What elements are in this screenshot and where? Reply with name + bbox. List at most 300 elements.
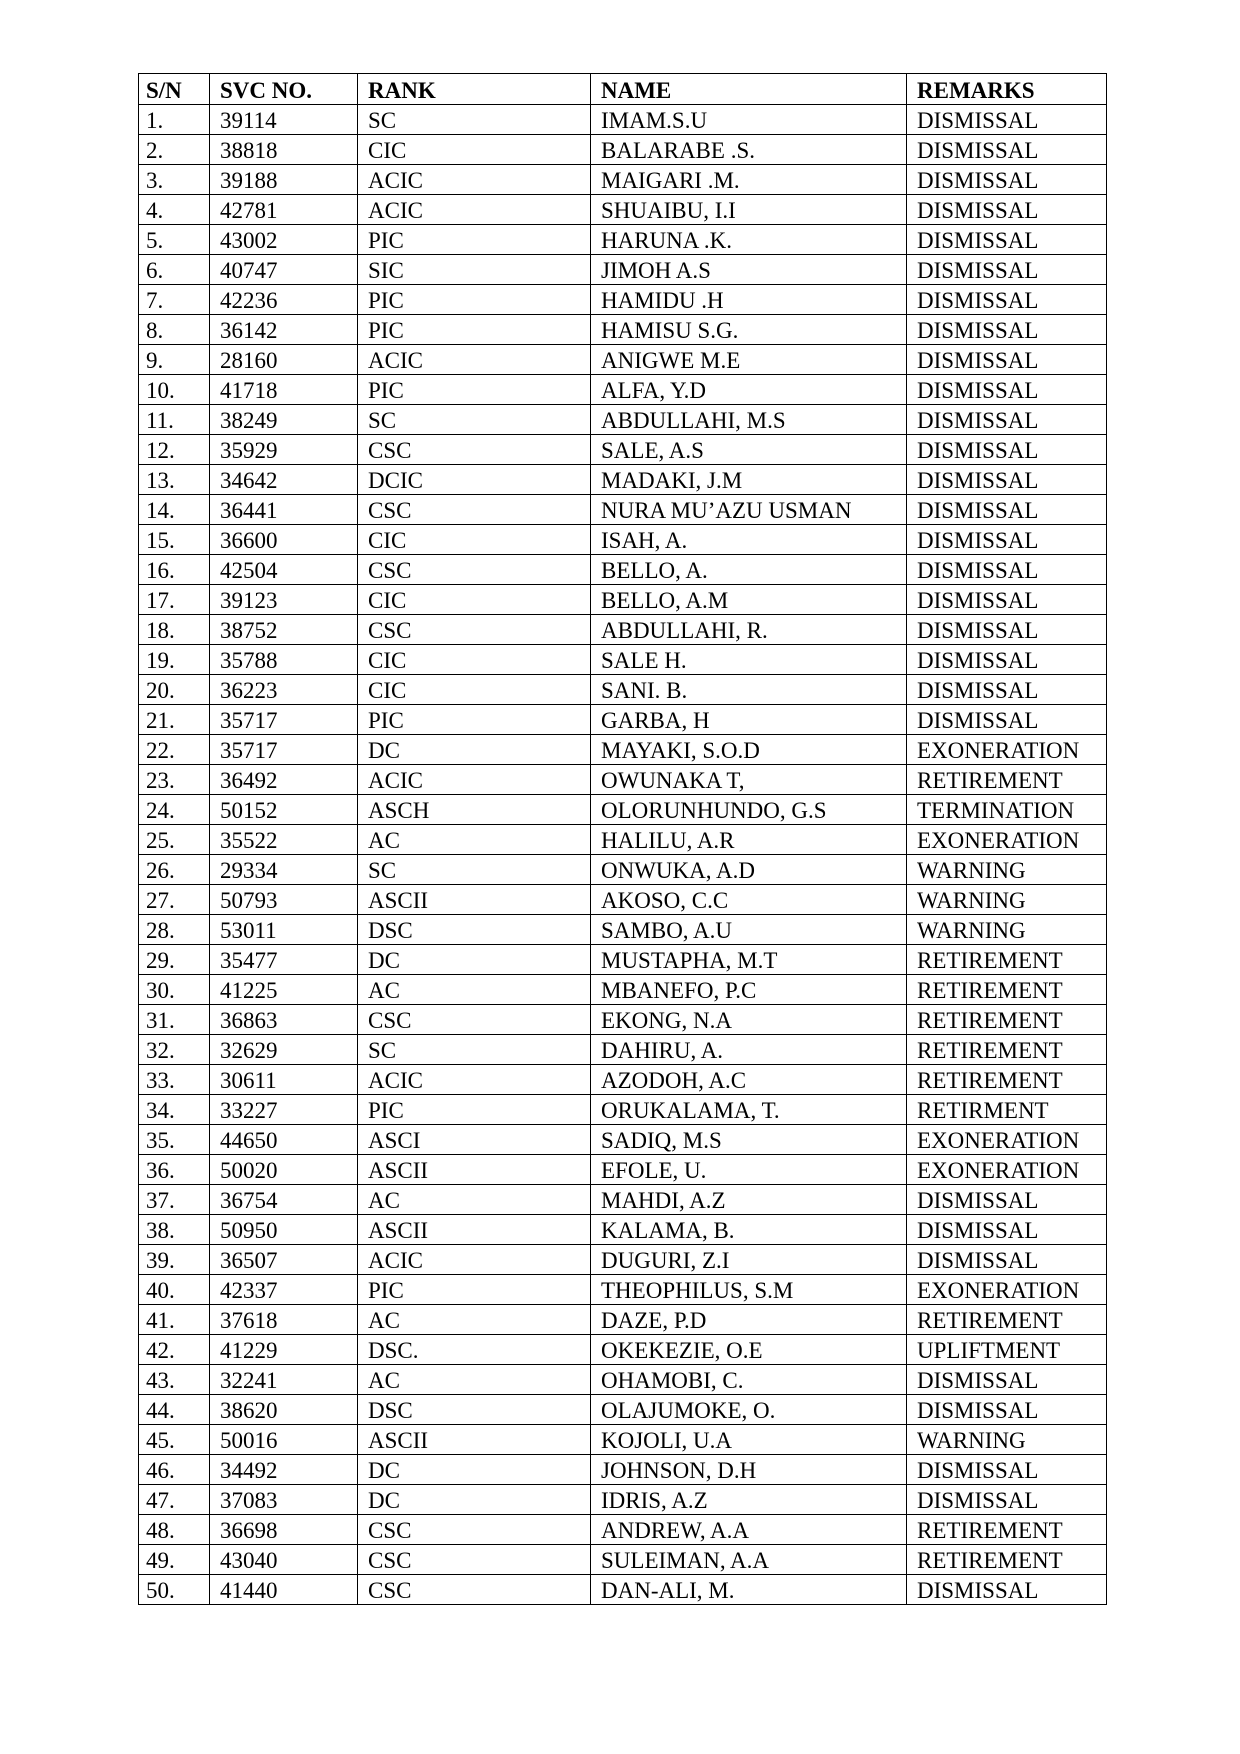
cell-sn: 26. bbox=[139, 855, 210, 885]
table-row bbox=[139, 615, 1107, 645]
cell-remarks: DISMISSAL bbox=[907, 1575, 1107, 1605]
cell-remarks: RETIREMENT bbox=[907, 1545, 1107, 1575]
cell-sn: 1. bbox=[139, 105, 210, 135]
cell-sn: 33. bbox=[139, 1065, 210, 1095]
cell-sn: 31. bbox=[139, 1005, 210, 1035]
cell-sn: 41. bbox=[139, 1305, 210, 1335]
cell-sn: 6. bbox=[139, 255, 210, 285]
cell-svc-no: 36223 bbox=[210, 675, 358, 705]
cell-remarks: DISMISSAL bbox=[907, 1455, 1107, 1485]
table-row bbox=[139, 105, 1107, 135]
cell-name: KALAMA, B. bbox=[591, 1215, 907, 1245]
cell-remarks: DISMISSAL bbox=[907, 255, 1107, 285]
cell-remarks: DISMISSAL bbox=[907, 1395, 1107, 1425]
cell-svc-no: 33227 bbox=[210, 1095, 358, 1125]
cell-remarks: DISMISSAL bbox=[907, 165, 1107, 195]
cell-svc-no: 35929 bbox=[210, 435, 358, 465]
cell-remarks: DISMISSAL bbox=[907, 285, 1107, 315]
cell-svc-no: 34492 bbox=[210, 1455, 358, 1485]
cell-svc-no: 36441 bbox=[210, 495, 358, 525]
cell-svc-no: 38818 bbox=[210, 135, 358, 165]
cell-sn: 35. bbox=[139, 1125, 210, 1155]
table-row bbox=[139, 405, 1107, 435]
cell-svc-no: 41229 bbox=[210, 1335, 358, 1365]
cell-remarks: DISMISSAL bbox=[907, 195, 1107, 225]
cell-name: DUGURI, Z.I bbox=[591, 1245, 907, 1275]
cell-svc-no: 36754 bbox=[210, 1185, 358, 1215]
cell-remarks: DISMISSAL bbox=[907, 585, 1107, 615]
table-row bbox=[139, 1395, 1107, 1425]
cell-rank: PIC bbox=[358, 315, 591, 345]
cell-remarks: DISMISSAL bbox=[907, 705, 1107, 735]
cell-sn: 29. bbox=[139, 945, 210, 975]
cell-rank: SIC bbox=[358, 255, 591, 285]
cell-svc-no: 50950 bbox=[210, 1215, 358, 1245]
header-sn: S/N bbox=[139, 74, 210, 105]
cell-rank: CIC bbox=[358, 585, 591, 615]
cell-name: MUSTAPHA, M.T bbox=[591, 945, 907, 975]
cell-name: EFOLE, U. bbox=[591, 1155, 907, 1185]
cell-rank: CSC bbox=[358, 1575, 591, 1605]
cell-name: THEOPHILUS, S.M bbox=[591, 1275, 907, 1305]
cell-sn: 42. bbox=[139, 1335, 210, 1365]
cell-rank: CSC bbox=[358, 435, 591, 465]
cell-svc-no: 29334 bbox=[210, 855, 358, 885]
cell-rank: ASCII bbox=[358, 1215, 591, 1245]
table-row bbox=[139, 1515, 1107, 1545]
cell-sn: 22. bbox=[139, 735, 210, 765]
cell-remarks: DISMISSAL bbox=[907, 375, 1107, 405]
cell-svc-no: 50016 bbox=[210, 1425, 358, 1455]
cell-name: GARBA, H bbox=[591, 705, 907, 735]
cell-name: SULEIMAN, A.A bbox=[591, 1545, 907, 1575]
cell-rank: PIC bbox=[358, 375, 591, 405]
cell-svc-no: 28160 bbox=[210, 345, 358, 375]
cell-svc-no: 35522 bbox=[210, 825, 358, 855]
cell-sn: 4. bbox=[139, 195, 210, 225]
cell-svc-no: 36507 bbox=[210, 1245, 358, 1275]
table-row bbox=[139, 315, 1107, 345]
cell-rank: CIC bbox=[358, 645, 591, 675]
cell-rank: CSC bbox=[358, 615, 591, 645]
cell-name: ONWUKA, A.D bbox=[591, 855, 907, 885]
cell-sn: 28. bbox=[139, 915, 210, 945]
cell-rank: CSC bbox=[358, 555, 591, 585]
cell-name: ABDULLAHI, M.S bbox=[591, 405, 907, 435]
cell-name: MAHDI, A.Z bbox=[591, 1185, 907, 1215]
header-remarks: REMARKS bbox=[907, 74, 1107, 105]
cell-rank: ASCII bbox=[358, 1155, 591, 1185]
cell-remarks: RETIREMENT bbox=[907, 1065, 1107, 1095]
cell-name: HAMIDU .H bbox=[591, 285, 907, 315]
cell-sn: 11. bbox=[139, 405, 210, 435]
cell-remarks: WARNING bbox=[907, 855, 1107, 885]
cell-remarks: RETIREMENT bbox=[907, 765, 1107, 795]
cell-svc-no: 32629 bbox=[210, 1035, 358, 1065]
cell-rank: DCIC bbox=[358, 465, 591, 495]
cell-svc-no: 42504 bbox=[210, 555, 358, 585]
cell-remarks: RETIREMENT bbox=[907, 1515, 1107, 1545]
cell-name: IDRIS, A.Z bbox=[591, 1485, 907, 1515]
cell-svc-no: 36600 bbox=[210, 525, 358, 555]
cell-sn: 32. bbox=[139, 1035, 210, 1065]
cell-remarks: DISMISSAL bbox=[907, 405, 1107, 435]
cell-name: EKONG, N.A bbox=[591, 1005, 907, 1035]
cell-rank: ASCII bbox=[358, 1425, 591, 1455]
cell-svc-no: 39114 bbox=[210, 105, 358, 135]
cell-name: BALARABE .S. bbox=[591, 135, 907, 165]
cell-name: ABDULLAHI, R. bbox=[591, 615, 907, 645]
table-row bbox=[139, 1335, 1107, 1365]
cell-sn: 39. bbox=[139, 1245, 210, 1275]
cell-sn: 21. bbox=[139, 705, 210, 735]
cell-remarks: EXONERATION bbox=[907, 1275, 1107, 1305]
table-row bbox=[139, 915, 1107, 945]
cell-remarks: DISMISSAL bbox=[907, 1185, 1107, 1215]
cell-rank: AC bbox=[358, 825, 591, 855]
cell-sn: 38. bbox=[139, 1215, 210, 1245]
cell-rank: DC bbox=[358, 735, 591, 765]
table-row bbox=[139, 1575, 1107, 1605]
cell-name: ANDREW, A.A bbox=[591, 1515, 907, 1545]
cell-sn: 19. bbox=[139, 645, 210, 675]
cell-remarks: DISMISSAL bbox=[907, 615, 1107, 645]
cell-sn: 13. bbox=[139, 465, 210, 495]
cell-rank: DC bbox=[358, 1485, 591, 1515]
table-row bbox=[139, 285, 1107, 315]
cell-sn: 46. bbox=[139, 1455, 210, 1485]
table-row bbox=[139, 1215, 1107, 1245]
cell-rank: CSC bbox=[358, 1515, 591, 1545]
cell-remarks: DISMISSAL bbox=[907, 525, 1107, 555]
cell-sn: 9. bbox=[139, 345, 210, 375]
cell-sn: 44. bbox=[139, 1395, 210, 1425]
cell-name: HARUNA .K. bbox=[591, 225, 907, 255]
cell-name: DAZE, P.D bbox=[591, 1305, 907, 1335]
cell-name: SALE, A.S bbox=[591, 435, 907, 465]
cell-svc-no: 38620 bbox=[210, 1395, 358, 1425]
table-row bbox=[139, 555, 1107, 585]
cell-remarks: EXONERATION bbox=[907, 825, 1107, 855]
cell-remarks: DISMISSAL bbox=[907, 495, 1107, 525]
cell-svc-no: 53011 bbox=[210, 915, 358, 945]
cell-name: NURA MU’AZU USMAN bbox=[591, 495, 907, 525]
cell-svc-no: 36698 bbox=[210, 1515, 358, 1545]
cell-remarks: DISMISSAL bbox=[907, 555, 1107, 585]
cell-name: DAN-ALI, M. bbox=[591, 1575, 907, 1605]
table-header bbox=[139, 74, 1107, 105]
table-row bbox=[139, 1485, 1107, 1515]
cell-svc-no: 37083 bbox=[210, 1485, 358, 1515]
cell-remarks: RETIREMENT bbox=[907, 1305, 1107, 1335]
cell-name: JOHNSON, D.H bbox=[591, 1455, 907, 1485]
cell-rank: AC bbox=[358, 1305, 591, 1335]
cell-svc-no: 38249 bbox=[210, 405, 358, 435]
cell-rank: DSC bbox=[358, 915, 591, 945]
cell-sn: 5. bbox=[139, 225, 210, 255]
cell-sn: 10. bbox=[139, 375, 210, 405]
cell-rank: SC bbox=[358, 1035, 591, 1065]
cell-sn: 12. bbox=[139, 435, 210, 465]
cell-name: BELLO, A.M bbox=[591, 585, 907, 615]
cell-remarks: UPLIFTMENT bbox=[907, 1335, 1107, 1365]
cell-sn: 30. bbox=[139, 975, 210, 1005]
table-row bbox=[139, 135, 1107, 165]
cell-sn: 40. bbox=[139, 1275, 210, 1305]
table-row bbox=[139, 495, 1107, 525]
cell-name: OWUNAKA T, bbox=[591, 765, 907, 795]
table-row bbox=[139, 1425, 1107, 1455]
table-row bbox=[139, 1305, 1107, 1335]
cell-rank: DSC bbox=[358, 1395, 591, 1425]
table-row bbox=[139, 975, 1107, 1005]
header-svc-no: SVC NO. bbox=[210, 74, 358, 105]
cell-name: SANI. B. bbox=[591, 675, 907, 705]
cell-sn: 25. bbox=[139, 825, 210, 855]
cell-svc-no: 35717 bbox=[210, 735, 358, 765]
cell-rank: PIC bbox=[358, 705, 591, 735]
table-row bbox=[139, 255, 1107, 285]
cell-svc-no: 35477 bbox=[210, 945, 358, 975]
cell-svc-no: 35717 bbox=[210, 705, 358, 735]
cell-name: KOJOLI, U.A bbox=[591, 1425, 907, 1455]
cell-sn: 50. bbox=[139, 1575, 210, 1605]
cell-name: AZODOH, A.C bbox=[591, 1065, 907, 1095]
cell-remarks: DISMISSAL bbox=[907, 435, 1107, 465]
cell-sn: 24. bbox=[139, 795, 210, 825]
table-row bbox=[139, 1245, 1107, 1275]
header-row bbox=[139, 74, 1107, 105]
cell-rank: AC bbox=[358, 1185, 591, 1215]
cell-remarks: WARNING bbox=[907, 885, 1107, 915]
cell-name: OLORUNHUNDO, G.S bbox=[591, 795, 907, 825]
table-row bbox=[139, 705, 1107, 735]
cell-svc-no: 43002 bbox=[210, 225, 358, 255]
cell-name: HAMISU S.G. bbox=[591, 315, 907, 345]
cell-sn: 17. bbox=[139, 585, 210, 615]
cell-svc-no: 30611 bbox=[210, 1065, 358, 1095]
cell-sn: 8. bbox=[139, 315, 210, 345]
table-row bbox=[139, 1545, 1107, 1575]
table-row bbox=[139, 525, 1107, 555]
cell-name: OLAJUMOKE, O. bbox=[591, 1395, 907, 1425]
cell-svc-no: 32241 bbox=[210, 1365, 358, 1395]
cell-rank: CIC bbox=[358, 135, 591, 165]
cell-svc-no: 34642 bbox=[210, 465, 358, 495]
cell-rank: ACIC bbox=[358, 165, 591, 195]
cell-rank: ASCI bbox=[358, 1125, 591, 1155]
table-row bbox=[139, 735, 1107, 765]
table-row bbox=[139, 1365, 1107, 1395]
cell-rank: CSC bbox=[358, 495, 591, 525]
cell-name: DAHIRU, A. bbox=[591, 1035, 907, 1065]
cell-svc-no: 38752 bbox=[210, 615, 358, 645]
table-body bbox=[139, 105, 1107, 1605]
cell-name: MAYAKI, S.O.D bbox=[591, 735, 907, 765]
table-row bbox=[139, 435, 1107, 465]
cell-sn: 45. bbox=[139, 1425, 210, 1455]
cell-rank: ACIC bbox=[358, 1065, 591, 1095]
cell-svc-no: 43040 bbox=[210, 1545, 358, 1575]
cell-sn: 16. bbox=[139, 555, 210, 585]
table-row bbox=[139, 1455, 1107, 1485]
cell-rank: CSC bbox=[358, 1545, 591, 1575]
cell-remarks: DISMISSAL bbox=[907, 135, 1107, 165]
cell-rank: AC bbox=[358, 1365, 591, 1395]
cell-name: OHAMOBI, C. bbox=[591, 1365, 907, 1395]
table-row bbox=[139, 195, 1107, 225]
table-row bbox=[139, 675, 1107, 705]
table-row bbox=[139, 585, 1107, 615]
cell-name: SADIQ, M.S bbox=[591, 1125, 907, 1155]
table-row bbox=[139, 1155, 1107, 1185]
cell-remarks: DISMISSAL bbox=[907, 1485, 1107, 1515]
cell-svc-no: 41440 bbox=[210, 1575, 358, 1605]
cell-sn: 36. bbox=[139, 1155, 210, 1185]
cell-sn: 2. bbox=[139, 135, 210, 165]
cell-name: SALE H. bbox=[591, 645, 907, 675]
cell-name: OKEKEZIE, O.E bbox=[591, 1335, 907, 1365]
cell-name: AKOSO, C.C bbox=[591, 885, 907, 915]
cell-name: SHUAIBU, I.I bbox=[591, 195, 907, 225]
cell-remarks: WARNING bbox=[907, 1425, 1107, 1455]
cell-name: IMAM.S.U bbox=[591, 105, 907, 135]
table-row bbox=[139, 1095, 1107, 1125]
table-row bbox=[139, 645, 1107, 675]
cell-svc-no: 44650 bbox=[210, 1125, 358, 1155]
cell-svc-no: 39188 bbox=[210, 165, 358, 195]
table-row bbox=[139, 855, 1107, 885]
table-row bbox=[139, 165, 1107, 195]
cell-rank: DC bbox=[358, 945, 591, 975]
table-row bbox=[139, 945, 1107, 975]
personnel-table bbox=[138, 73, 1107, 1605]
cell-sn: 47. bbox=[139, 1485, 210, 1515]
cell-svc-no: 41225 bbox=[210, 975, 358, 1005]
cell-rank: ASCH bbox=[358, 795, 591, 825]
table-row bbox=[139, 795, 1107, 825]
table-row bbox=[139, 345, 1107, 375]
cell-remarks: EXONERATION bbox=[907, 735, 1107, 765]
cell-remarks: DISMISSAL bbox=[907, 1365, 1107, 1395]
cell-rank: DC bbox=[358, 1455, 591, 1485]
cell-svc-no: 40747 bbox=[210, 255, 358, 285]
cell-svc-no: 42236 bbox=[210, 285, 358, 315]
table-row bbox=[139, 885, 1107, 915]
cell-sn: 18. bbox=[139, 615, 210, 645]
cell-remarks: DISMISSAL bbox=[907, 345, 1107, 375]
header-rank: RANK bbox=[358, 74, 591, 105]
cell-svc-no: 50020 bbox=[210, 1155, 358, 1185]
table-row bbox=[139, 225, 1107, 255]
cell-rank: PIC bbox=[358, 285, 591, 315]
table-row bbox=[139, 1005, 1107, 1035]
cell-remarks: TERMINATION bbox=[907, 795, 1107, 825]
table-row bbox=[139, 825, 1107, 855]
cell-remarks: DISMISSAL bbox=[907, 105, 1107, 135]
cell-name: HALILU, A.R bbox=[591, 825, 907, 855]
cell-name: BELLO, A. bbox=[591, 555, 907, 585]
cell-svc-no: 39123 bbox=[210, 585, 358, 615]
cell-sn: 20. bbox=[139, 675, 210, 705]
cell-name: JIMOH A.S bbox=[591, 255, 907, 285]
cell-name: ANIGWE M.E bbox=[591, 345, 907, 375]
cell-remarks: DISMISSAL bbox=[907, 1215, 1107, 1245]
table-row bbox=[139, 375, 1107, 405]
cell-sn: 15. bbox=[139, 525, 210, 555]
cell-remarks: DISMISSAL bbox=[907, 645, 1107, 675]
cell-sn: 49. bbox=[139, 1545, 210, 1575]
cell-rank: ASCII bbox=[358, 885, 591, 915]
cell-svc-no: 42337 bbox=[210, 1275, 358, 1305]
cell-rank: ACIC bbox=[358, 765, 591, 795]
cell-sn: 7. bbox=[139, 285, 210, 315]
cell-rank: CSC bbox=[358, 1005, 591, 1035]
cell-remarks: RETIREMENT bbox=[907, 1035, 1107, 1065]
cell-svc-no: 37618 bbox=[210, 1305, 358, 1335]
cell-name: ALFA, Y.D bbox=[591, 375, 907, 405]
cell-remarks: RETIREMENT bbox=[907, 975, 1107, 1005]
cell-rank: ACIC bbox=[358, 195, 591, 225]
cell-rank: AC bbox=[358, 975, 591, 1005]
cell-remarks: EXONERATION bbox=[907, 1125, 1107, 1155]
cell-name: ISAH, A. bbox=[591, 525, 907, 555]
header-name: NAME bbox=[591, 74, 907, 105]
cell-svc-no: 41718 bbox=[210, 375, 358, 405]
cell-sn: 37. bbox=[139, 1185, 210, 1215]
cell-name: SAMBO, A.U bbox=[591, 915, 907, 945]
cell-remarks: RETIREMENT bbox=[907, 1005, 1107, 1035]
cell-rank: PIC bbox=[358, 1095, 591, 1125]
cell-name: MADAKI, J.M bbox=[591, 465, 907, 495]
cell-rank: PIC bbox=[358, 225, 591, 255]
cell-remarks: DISMISSAL bbox=[907, 315, 1107, 345]
cell-rank: PIC bbox=[358, 1275, 591, 1305]
cell-svc-no: 42781 bbox=[210, 195, 358, 225]
cell-svc-no: 36863 bbox=[210, 1005, 358, 1035]
cell-sn: 34. bbox=[139, 1095, 210, 1125]
table-row bbox=[139, 1065, 1107, 1095]
cell-remarks: WARNING bbox=[907, 915, 1107, 945]
cell-sn: 48. bbox=[139, 1515, 210, 1545]
cell-name: ORUKALAMA, T. bbox=[591, 1095, 907, 1125]
cell-svc-no: 50793 bbox=[210, 885, 358, 915]
cell-remarks: RETIREMENT bbox=[907, 945, 1107, 975]
cell-svc-no: 35788 bbox=[210, 645, 358, 675]
cell-sn: 14. bbox=[139, 495, 210, 525]
cell-rank: ACIC bbox=[358, 1245, 591, 1275]
cell-rank: SC bbox=[358, 855, 591, 885]
cell-remarks: EXONERATION bbox=[907, 1155, 1107, 1185]
cell-rank: CIC bbox=[358, 675, 591, 705]
cell-svc-no: 50152 bbox=[210, 795, 358, 825]
cell-remarks: DISMISSAL bbox=[907, 225, 1107, 255]
cell-rank: CIC bbox=[358, 525, 591, 555]
table-row bbox=[139, 765, 1107, 795]
cell-rank: SC bbox=[358, 105, 591, 135]
cell-name: MBANEFO, P.C bbox=[591, 975, 907, 1005]
table-row bbox=[139, 1125, 1107, 1155]
cell-rank: ACIC bbox=[358, 345, 591, 375]
cell-rank: DSC. bbox=[358, 1335, 591, 1365]
cell-sn: 27. bbox=[139, 885, 210, 915]
table-row bbox=[139, 1275, 1107, 1305]
cell-remarks: RETIRMENT bbox=[907, 1095, 1107, 1125]
cell-remarks: DISMISSAL bbox=[907, 675, 1107, 705]
table-row bbox=[139, 1035, 1107, 1065]
cell-remarks: DISMISSAL bbox=[907, 1245, 1107, 1275]
cell-name: MAIGARI .M. bbox=[591, 165, 907, 195]
